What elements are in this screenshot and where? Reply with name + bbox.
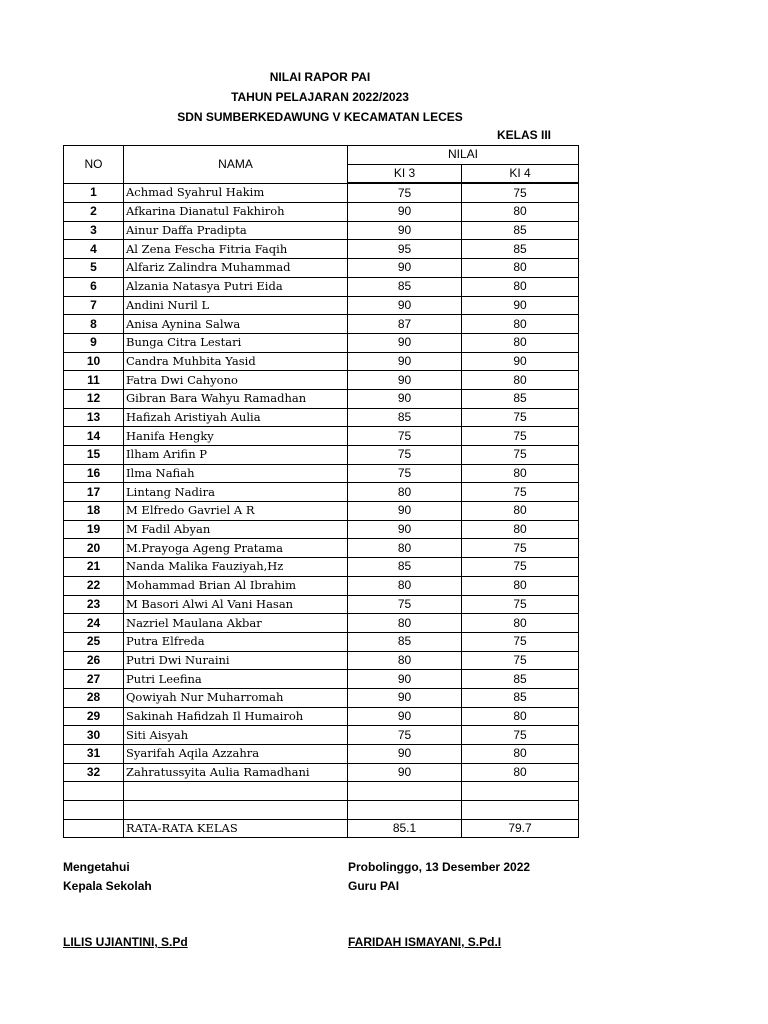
row-nama: Alzania Natasya Putri Eida xyxy=(124,277,348,296)
row-ki3: 80 xyxy=(348,483,462,502)
row-ki4: 90 xyxy=(462,352,579,371)
row-ki4: 80 xyxy=(462,707,579,726)
average-ki3: 85.1 xyxy=(348,819,462,838)
average-label: RATA-RATA KELAS xyxy=(124,819,348,838)
row-no: 19 xyxy=(64,520,124,539)
row-no: 4 xyxy=(64,240,124,259)
row-nama: Bunga Citra Lestari xyxy=(124,333,348,352)
row-nama: Ainur Daffa Pradipta xyxy=(124,221,348,240)
header-nilai: NILAI xyxy=(348,146,579,165)
row-no: 14 xyxy=(64,427,124,446)
row-ki3: 90 xyxy=(348,259,462,278)
row-no: 9 xyxy=(64,333,124,352)
row-no: 20 xyxy=(64,539,124,558)
row-ki4: 75 xyxy=(462,183,579,202)
row-no: 32 xyxy=(64,763,124,782)
row-ki3: 75 xyxy=(348,464,462,483)
row-ki4: 80 xyxy=(462,502,579,521)
row-ki4: 80 xyxy=(462,277,579,296)
row-ki4: 75 xyxy=(462,408,579,427)
row-no: 24 xyxy=(64,614,124,633)
row-no: 27 xyxy=(64,670,124,689)
row-no: 7 xyxy=(64,296,124,315)
row-no: 13 xyxy=(64,408,124,427)
table-row xyxy=(64,277,579,296)
row-no: 21 xyxy=(64,558,124,577)
row-no: 23 xyxy=(64,595,124,614)
row-ki4: 75 xyxy=(462,558,579,577)
row-ki4: 75 xyxy=(462,446,579,465)
row-ki4: 80 xyxy=(462,203,579,222)
table-row xyxy=(64,707,579,726)
table-row xyxy=(64,464,579,483)
row-ki3: 90 xyxy=(348,670,462,689)
row-nama: Anisa Aynina Salwa xyxy=(124,315,348,334)
table-row xyxy=(64,745,579,764)
row-ki4: 80 xyxy=(462,315,579,334)
table-row xyxy=(64,539,579,558)
table-row xyxy=(64,221,579,240)
row-ki3: 90 xyxy=(348,296,462,315)
table-row xyxy=(64,670,579,689)
row-nama: Nanda Malika Fauziyah,Hz xyxy=(124,558,348,577)
table-row xyxy=(64,483,579,502)
table-row xyxy=(64,315,579,334)
school-name: SDN SUMBERKEDAWUNG V KECAMATAN LECES xyxy=(177,110,463,124)
row-no: 25 xyxy=(64,632,124,651)
table-row xyxy=(64,520,579,539)
academic-year: TAHUN PELAJARAN 2022/2023 xyxy=(231,90,409,104)
row-ki3: 90 xyxy=(348,502,462,521)
row-ki4: 85 xyxy=(462,221,579,240)
header-nama: NAMA xyxy=(124,146,348,184)
table-row xyxy=(64,259,579,278)
row-nama: Syarifah Aqila Azzahra xyxy=(124,745,348,764)
row-no: 22 xyxy=(64,576,124,595)
row-no: 16 xyxy=(64,464,124,483)
average-ki4: 79.7 xyxy=(462,819,579,838)
row-ki3: 90 xyxy=(348,688,462,707)
row-nama: Mohammad Brian Al Ibrahim xyxy=(124,576,348,595)
table-row xyxy=(64,763,579,782)
average-row xyxy=(64,819,579,838)
row-ki3: 85 xyxy=(348,277,462,296)
table-row xyxy=(64,240,579,259)
table-row xyxy=(64,333,579,352)
row-ki3: 85 xyxy=(348,558,462,577)
row-no: 18 xyxy=(64,502,124,521)
row-ki3: 90 xyxy=(348,707,462,726)
row-ki3: 75 xyxy=(348,427,462,446)
row-no: 28 xyxy=(64,688,124,707)
row-ki4: 80 xyxy=(462,576,579,595)
table-row xyxy=(64,352,579,371)
row-ki4: 80 xyxy=(462,614,579,633)
row-nama: M Basori Alwi Al Vani Hasan xyxy=(124,595,348,614)
teacher-title: Guru PAI xyxy=(348,879,400,893)
class-label: KELAS III xyxy=(497,128,552,142)
row-ki4: 85 xyxy=(462,389,579,408)
row-ki4: 90 xyxy=(462,296,579,315)
place-date: Probolinggo, 13 Desember 2022 xyxy=(348,860,531,874)
document-title: NILAI RAPOR PAI xyxy=(269,70,371,84)
row-ki4: 85 xyxy=(462,688,579,707)
row-no: 17 xyxy=(64,483,124,502)
row-nama: Afkarina Dianatul Fakhiroh xyxy=(124,203,348,222)
row-no: 6 xyxy=(64,277,124,296)
row-ki3: 90 xyxy=(348,333,462,352)
table-row xyxy=(64,502,579,521)
row-no: 2 xyxy=(64,203,124,222)
row-ki3: 80 xyxy=(348,539,462,558)
row-no: 29 xyxy=(64,707,124,726)
row-ki4: 80 xyxy=(462,259,579,278)
table-row xyxy=(64,183,579,202)
row-ki3: 90 xyxy=(348,745,462,764)
table-row xyxy=(64,632,579,651)
row-ki3: 75 xyxy=(348,446,462,465)
row-ki3: 75 xyxy=(348,726,462,745)
row-ki4: 75 xyxy=(462,483,579,502)
row-nama: Putra Elfreda xyxy=(124,632,348,651)
row-no: 3 xyxy=(64,221,124,240)
row-ki4: 80 xyxy=(462,520,579,539)
header-no: NO xyxy=(64,146,124,184)
row-ki3: 87 xyxy=(348,315,462,334)
row-no: 15 xyxy=(64,446,124,465)
row-ki4: 80 xyxy=(462,333,579,352)
row-nama: Gibran Bara Wahyu Ramadhan xyxy=(124,389,348,408)
row-ki3: 80 xyxy=(348,651,462,670)
row-ki3: 90 xyxy=(348,389,462,408)
grades-table xyxy=(63,145,579,838)
principal-name: LILIS UJIANTINI, S.Pd xyxy=(63,935,188,949)
row-no: 8 xyxy=(64,315,124,334)
row-ki4: 75 xyxy=(462,595,579,614)
row-ki3: 75 xyxy=(348,595,462,614)
row-nama: Sakinah Hafidzah Il Humairoh xyxy=(124,707,348,726)
row-ki3: 75 xyxy=(348,183,462,202)
row-nama: Zahratussyita Aulia Ramadhani xyxy=(124,763,348,782)
row-nama: Alfariz Zalindra Muhammad xyxy=(124,259,348,278)
row-ki3: 85 xyxy=(348,632,462,651)
row-nama: Andini Nuril L xyxy=(124,296,348,315)
row-no: 12 xyxy=(64,389,124,408)
row-ki3: 90 xyxy=(348,520,462,539)
header-ki3: KI 3 xyxy=(348,164,462,183)
row-ki3: 95 xyxy=(348,240,462,259)
row-ki3: 80 xyxy=(348,576,462,595)
row-ki4: 85 xyxy=(462,670,579,689)
table-row xyxy=(64,408,579,427)
row-no: 30 xyxy=(64,726,124,745)
row-nama: M.Prayoga Ageng Pratama xyxy=(124,539,348,558)
row-ki3: 85 xyxy=(348,408,462,427)
teacher-name: FARIDAH ISMAYANI, S.Pd.I xyxy=(348,935,502,949)
principal-title: Kepala Sekolah xyxy=(63,879,152,893)
table-row xyxy=(64,446,579,465)
row-ki4: 75 xyxy=(462,726,579,745)
row-no: 5 xyxy=(64,259,124,278)
row-no: 11 xyxy=(64,371,124,390)
row-nama: Hanifa Hengky xyxy=(124,427,348,446)
row-nama: Lintang Nadira xyxy=(124,483,348,502)
table-row xyxy=(64,558,579,577)
row-nama: Candra Muhbita Yasid xyxy=(124,352,348,371)
table-row xyxy=(64,203,579,222)
row-ki3: 90 xyxy=(348,203,462,222)
row-ki3: 90 xyxy=(348,352,462,371)
table-row xyxy=(64,651,579,670)
row-ki4: 80 xyxy=(462,371,579,390)
table-row xyxy=(64,296,579,315)
table-row xyxy=(64,595,579,614)
row-ki3: 90 xyxy=(348,371,462,390)
empty-row xyxy=(64,782,579,801)
row-nama: M Fadil Abyan xyxy=(124,520,348,539)
row-nama: Siti Aisyah xyxy=(124,726,348,745)
row-ki4: 80 xyxy=(462,745,579,764)
row-no: 10 xyxy=(64,352,124,371)
row-nama: Achmad Syahrul Hakim xyxy=(124,183,348,202)
row-nama: Putri Dwi Nuraini xyxy=(124,651,348,670)
row-ki4: 75 xyxy=(462,539,579,558)
row-nama: Ilma Nafiah xyxy=(124,464,348,483)
header-ki4: KI 4 xyxy=(462,164,579,183)
row-no: 1 xyxy=(64,183,124,202)
row-nama: Hafizah Aristiyah Aulia xyxy=(124,408,348,427)
row-nama: Nazriel Maulana Akbar xyxy=(124,614,348,633)
row-ki4: 85 xyxy=(462,240,579,259)
row-ki4: 80 xyxy=(462,763,579,782)
row-nama: Al Zena Fescha Fitria Faqih xyxy=(124,240,348,259)
row-nama: Fatra Dwi Cahyono xyxy=(124,371,348,390)
row-ki3: 90 xyxy=(348,763,462,782)
row-ki3: 80 xyxy=(348,614,462,633)
row-ki4: 80 xyxy=(462,464,579,483)
table-row xyxy=(64,427,579,446)
acknowledged-label: Mengetahui xyxy=(63,860,130,874)
table-row xyxy=(64,371,579,390)
row-no: 26 xyxy=(64,651,124,670)
table-row xyxy=(64,614,579,633)
row-nama: Putri Leefina xyxy=(124,670,348,689)
empty-row xyxy=(64,801,579,820)
row-no: 31 xyxy=(64,745,124,764)
table-row xyxy=(64,576,579,595)
row-ki4: 75 xyxy=(462,427,579,446)
row-nama: M Elfredo Gavriel A R xyxy=(124,502,348,521)
row-ki3: 90 xyxy=(348,221,462,240)
row-ki4: 75 xyxy=(462,651,579,670)
row-nama: Qowiyah Nur Muharromah xyxy=(124,688,348,707)
table-row xyxy=(64,688,579,707)
table-row xyxy=(64,726,579,745)
table-row xyxy=(64,389,579,408)
row-nama: Ilham Arifin P xyxy=(124,446,348,465)
row-ki4: 75 xyxy=(462,632,579,651)
